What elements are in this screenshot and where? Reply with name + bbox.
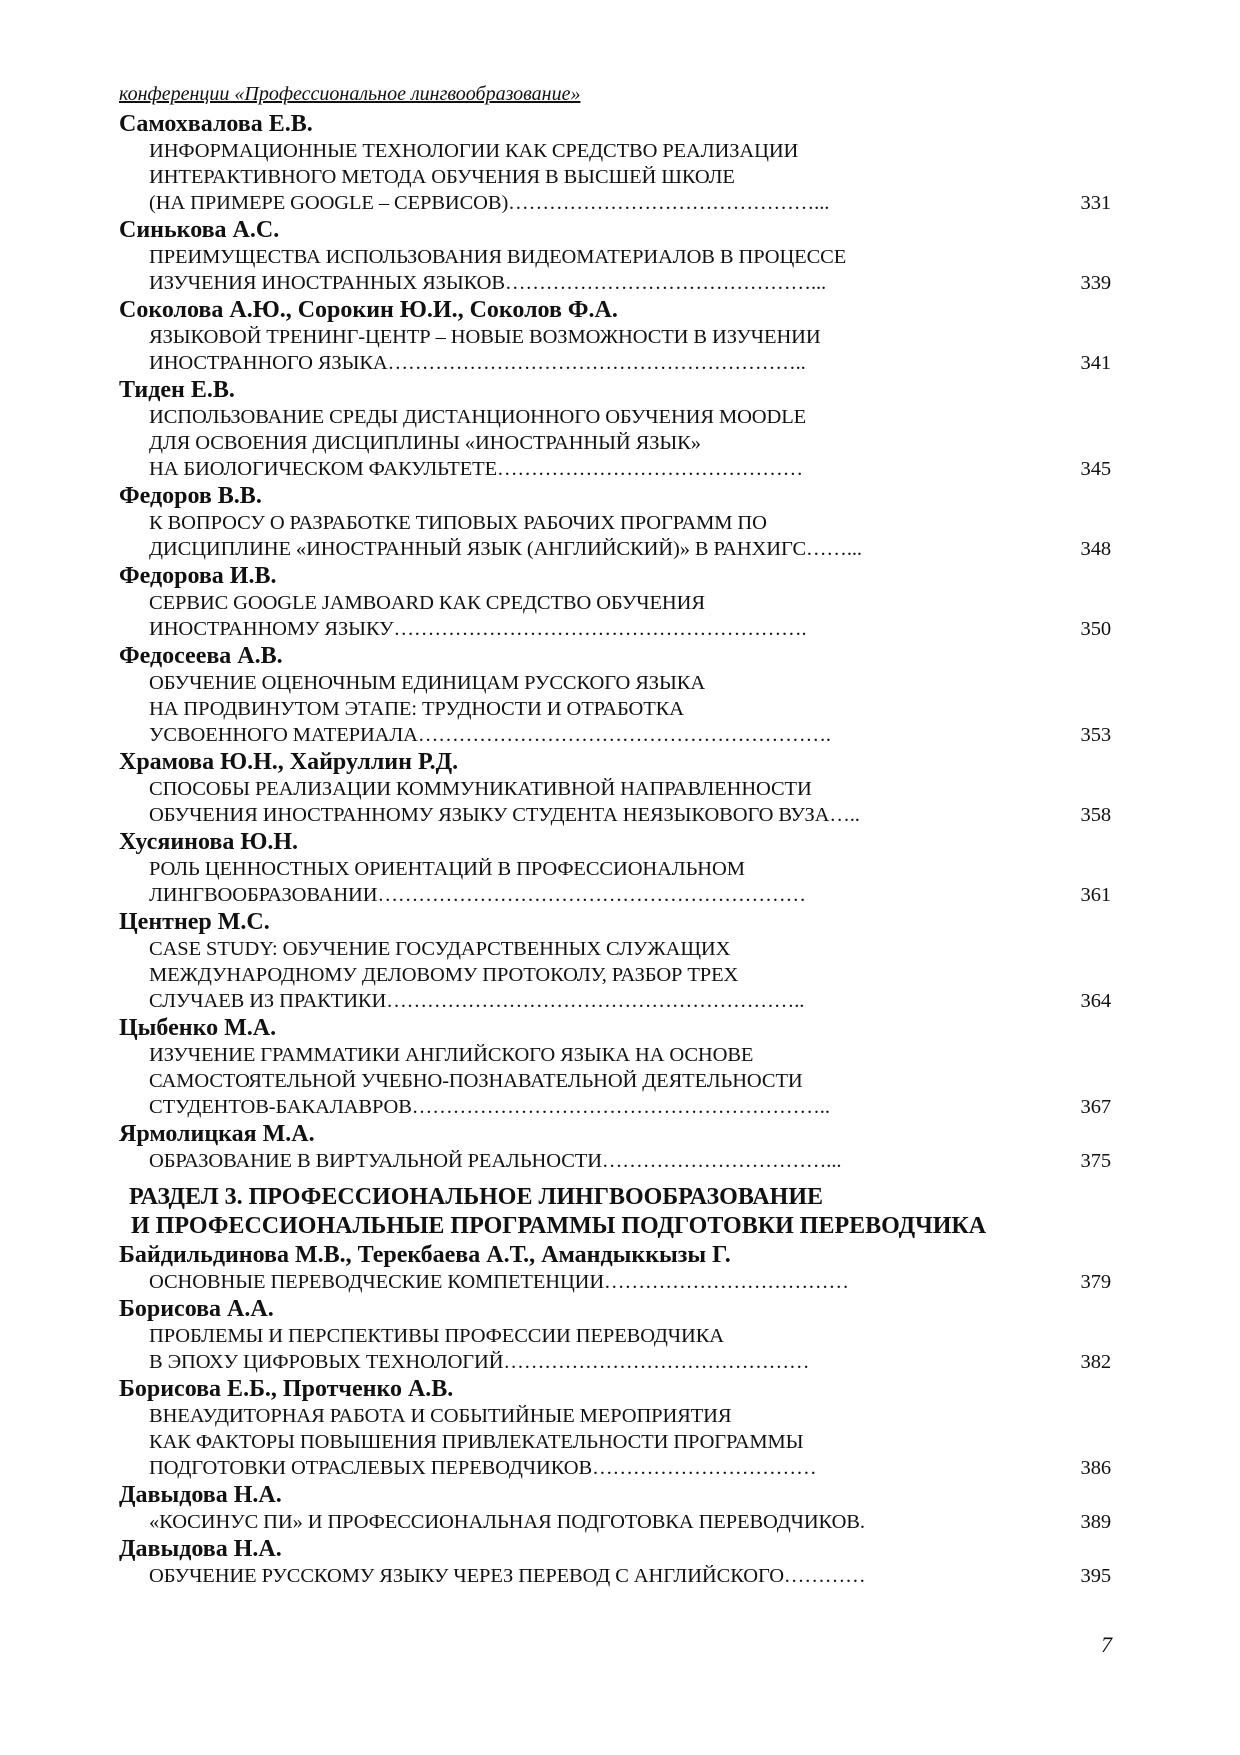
toc-entry-title-line: САМОСТОЯТЕЛЬНОЙ УЧЕБНО-ПОЗНАВАТЕЛЬНОЙ ДЕЯТЕЛЬНОСТИ bbox=[149, 1070, 803, 1092]
toc-entry-title bbox=[119, 1509, 1119, 1535]
toc-entry-title-line: ОБРАЗОВАНИЕ В ВИРТУАЛЬНОЙ РЕАЛЬНОСТИ……………………………... bbox=[149, 1150, 842, 1172]
toc-entry-title-line: НА БИОЛОГИЧЕСКОМ ФАКУЛЬТЕТЕ……………………………………… bbox=[149, 458, 803, 480]
toc-entry-page-number: 367 bbox=[1080, 1096, 1111, 1118]
toc-entry-title bbox=[119, 510, 1119, 562]
section-heading-line1: РАЗДЕЛ 3. ПРОФЕССИОНАЛЬНОЕ ЛИНГВООБРАЗОВАНИЕ bbox=[129, 1184, 824, 1210]
toc-entry-page-number: 350 bbox=[1080, 618, 1111, 640]
toc-entry-title-line: «КОСИНУС ПИ» И ПРОФЕССИОНАЛЬНАЯ ПОДГОТОВКА ПЕРЕВОДЧИКОВ. bbox=[149, 1511, 865, 1533]
toc-entry-title-line: СТУДЕНТОВ-БАКАЛАВРОВ…………………………………………………….. bbox=[149, 1096, 830, 1118]
section-heading bbox=[119, 1183, 1119, 1241]
toc-entry-title bbox=[119, 936, 1119, 1014]
toc-entry-title-line: СПОСОБЫ РЕАЛИЗАЦИИ КОММУНИКАТИВНОЙ НАПРАВЛЕННОСТИ bbox=[149, 778, 812, 800]
toc-entry-title-line: ОБУЧЕНИЕ ОЦЕНОЧНЫМ ЕДИНИЦАМ РУССКОГО ЯЗЫКА bbox=[149, 672, 706, 694]
toc-entry-author: Синькова А.С. bbox=[119, 217, 280, 243]
toc-entry-page-number: 345 bbox=[1080, 458, 1111, 480]
toc-entry-title bbox=[119, 1148, 1119, 1174]
toc-entry-title-line: ПОДГОТОВКИ ОТРАСЛЕВЫХ ПЕРЕВОДЧИКОВ…………………………… bbox=[149, 1457, 817, 1479]
toc-entry-author: Федорова И.В. bbox=[119, 563, 277, 589]
toc-entry-title-line: К ВОПРОСУ О РАЗРАБОТКЕ ТИПОВЫХ РАБОЧИХ ПРОГРАММ ПО bbox=[149, 512, 767, 534]
toc-entry-title bbox=[119, 776, 1119, 828]
toc-entry-title-line: ОБУЧЕНИЯ ИНОСТРАННОМУ ЯЗЫКУ СТУДЕНТА НЕЯЗЫКОВОГО ВУЗА….. bbox=[149, 804, 860, 826]
toc-entry bbox=[119, 216, 1119, 296]
toc-entry-title-line: ИНОСТРАННОМУ ЯЗЫКУ……………………………………………………. bbox=[149, 618, 807, 640]
toc-entry-title-line: ЯЗЫКОВОЙ ТРЕНИНГ-ЦЕНТР – НОВЫЕ ВОЗМОЖНОСТИ В ИЗУЧЕНИИ bbox=[149, 326, 821, 348]
toc-entry-title-line: ОСНОВНЫЕ ПЕРЕВОДЧЕСКИЕ КОМПЕТЕНЦИИ……………………………… bbox=[149, 1271, 849, 1293]
toc-entry bbox=[119, 562, 1119, 642]
toc-entry-title-line: ИЗУЧЕНИЯ ИНОСТРАННЫХ ЯЗЫКОВ………………………………………... bbox=[149, 272, 827, 294]
toc-entry-author: Соколова А.Ю., Сорокин Ю.И., Соколов Ф.А. bbox=[119, 297, 618, 323]
toc-entry-author: Самохвалова Е.В. bbox=[119, 111, 313, 137]
toc-entry-title-line: ИНФОРМАЦИОННЫЕ ТЕХНОЛОГИИ КАК СРЕДСТВО РЕАЛИЗАЦИИ bbox=[149, 140, 799, 162]
toc-entry-page-number: 364 bbox=[1080, 990, 1111, 1012]
toc-entry-title bbox=[119, 244, 1119, 296]
toc-entries-part1 bbox=[119, 110, 1119, 1174]
toc-entry-author: Цыбенко М.А. bbox=[119, 1015, 277, 1041]
toc-entry-title-line: НА ПРОДВИНУТОМ ЭТАПЕ: ТРУДНОСТИ И ОТРАБОТКА bbox=[149, 698, 684, 720]
toc-entry-title-line: ЛИНГВООБРАЗОВАНИИ……………………………………………………… bbox=[149, 884, 806, 906]
toc-entry-author: Федосеева А.В. bbox=[119, 643, 283, 669]
toc-entry-title bbox=[119, 324, 1119, 376]
toc-entry-author: Давыдова Н.А. bbox=[119, 1482, 282, 1508]
toc-entry-page-number: 341 bbox=[1080, 352, 1111, 374]
toc-entry-page-number: 358 bbox=[1080, 804, 1111, 826]
running-header: конференции «Профессиональное лингвообразование» bbox=[119, 83, 581, 105]
toc-entry-page-number: 353 bbox=[1080, 724, 1111, 746]
toc-entry-page-number: 331 bbox=[1080, 192, 1111, 214]
section-heading-line2: И ПРОФЕССИОНАЛЬНЫЕ ПРОГРАММЫ ПОДГОТОВКИ ПЕРЕВОДЧИКА bbox=[131, 1213, 987, 1239]
toc-entry-title bbox=[119, 670, 1119, 748]
toc-entry-page-number: 382 bbox=[1080, 1351, 1111, 1373]
toc-entry-title bbox=[119, 1042, 1119, 1120]
toc-entry bbox=[119, 296, 1119, 376]
toc-entry-title-line: ИСПОЛЬЗОВАНИЕ СРЕДЫ ДИСТАНЦИОННОГО ОБУЧЕНИЯ MOODLE bbox=[149, 406, 807, 428]
toc-entry-title-line: ИНОСТРАННОГО ЯЗЫКА…………………………………………………….. bbox=[149, 352, 806, 374]
toc-entry-page-number: 379 bbox=[1080, 1271, 1111, 1293]
toc-entry-page-number: 386 bbox=[1080, 1457, 1111, 1479]
toc-entry-title-line: В ЭПОХУ ЦИФРОВЫХ ТЕХНОЛОГИЙ……………………………………… bbox=[149, 1351, 810, 1373]
toc-entries-part2 bbox=[119, 1241, 1119, 1589]
toc-entry-title-line: ДЛЯ ОСВОЕНИЯ ДИСЦИПЛИНЫ «ИНОСТРАННЫЙ ЯЗЫК» bbox=[149, 432, 701, 454]
toc-entry-title-line: ИНТЕРАКТИВНОГО МЕТОДА ОБУЧЕНИЯ В ВЫСШЕЙ ШКОЛЕ bbox=[149, 166, 735, 188]
toc-entry bbox=[119, 1375, 1119, 1481]
toc-entry bbox=[119, 1535, 1119, 1589]
toc-entry-author: Борисова Е.Б., Протченко А.В. bbox=[119, 1376, 454, 1402]
toc-entry-page-number: 339 bbox=[1080, 272, 1111, 294]
toc-entry-author: Центнер М.С. bbox=[119, 909, 270, 935]
toc-entry bbox=[119, 1481, 1119, 1535]
toc-entry-author: Давыдова Н.А. bbox=[119, 1536, 282, 1562]
toc-entry-title-line: ПРЕИМУЩЕСТВА ИСПОЛЬЗОВАНИЯ ВИДЕОМАТЕРИАЛОВ В ПРОЦЕССЕ bbox=[149, 246, 847, 268]
toc-entry bbox=[119, 1241, 1119, 1295]
toc-entry-title-line: СЕРВИС GOOGLE JAMBOARD КАК СРЕДСТВО ОБУЧЕНИЯ bbox=[149, 592, 705, 614]
toc-entry-author: Федоров В.В. bbox=[119, 483, 262, 509]
toc-page bbox=[119, 80, 1119, 1589]
toc-entry-author: Борисова А.А. bbox=[119, 1296, 274, 1322]
toc-entry-author: Ярмолицкая М.А. bbox=[119, 1121, 315, 1147]
toc-entry bbox=[119, 1295, 1119, 1375]
toc-entry-title bbox=[119, 590, 1119, 642]
toc-entry-title-line: ПРОБЛЕМЫ И ПЕРСПЕКТИВЫ ПРОФЕССИИ ПЕРЕВОДЧИКА bbox=[149, 1325, 724, 1347]
toc-entry bbox=[119, 110, 1119, 216]
toc-entry-title-line: CASE STUDY: ОБУЧЕНИЕ ГОСУДАРСТВЕННЫХ СЛУЖАЩИХ bbox=[149, 938, 731, 960]
toc-entry-title-line: СЛУЧАЕВ ИЗ ПРАКТИКИ…………………………………………………….. bbox=[149, 990, 805, 1012]
toc-entry bbox=[119, 908, 1119, 1014]
toc-entry-title-line: КАК ФАКТОРЫ ПОВЫШЕНИЯ ПРИВЛЕКАТЕЛЬНОСТИ ПРОГРАММЫ bbox=[149, 1431, 804, 1453]
toc-entry-title bbox=[119, 1563, 1119, 1589]
toc-entry-title-line: ИЗУЧЕНИЕ ГРАММАТИКИ АНГЛИЙСКОГО ЯЗЫКА НА ОСНОВЕ bbox=[149, 1044, 754, 1066]
toc-entry-title bbox=[119, 856, 1119, 908]
toc-entry bbox=[119, 482, 1119, 562]
toc-entry-author: Байдильдинова М.В., Терекбаева А.Т., Амандыккызы Г. bbox=[119, 1242, 731, 1268]
toc-entry bbox=[119, 1120, 1119, 1174]
toc-entry-title-line: УСВОЕННОГО МАТЕРИАЛА……………………………………………………. bbox=[149, 724, 831, 746]
toc-entry-title-line: РОЛЬ ЦЕННОСТНЫХ ОРИЕНТАЦИЙ В ПРОФЕССИОНАЛЬНОМ bbox=[149, 858, 745, 880]
toc-entry-author: Тиден Е.В. bbox=[119, 377, 235, 403]
toc-entry-page-number: 348 bbox=[1080, 538, 1111, 560]
toc-entry bbox=[119, 642, 1119, 748]
toc-entry bbox=[119, 748, 1119, 828]
toc-entry-title bbox=[119, 1269, 1119, 1295]
toc-entry bbox=[119, 828, 1119, 908]
toc-entry-title bbox=[119, 404, 1119, 482]
toc-entry-title bbox=[119, 138, 1119, 216]
page-number: 7 bbox=[1101, 1632, 1112, 1657]
toc-entry-title-line: ДИСЦИПЛИНЕ «ИНОСТРАННЫЙ ЯЗЫК (АНГЛИЙСКИЙ)» В РАНХИГС……... bbox=[149, 538, 862, 560]
toc-entry-author: Хусяинова Ю.Н. bbox=[119, 829, 299, 855]
toc-entry bbox=[119, 376, 1119, 482]
toc-entry-author: Храмова Ю.Н., Хайруллин Р.Д. bbox=[119, 749, 459, 775]
toc-entry-title-line: ВНЕАУДИТОРНАЯ РАБОТА И СОБЫТИЙНЫЕ МЕРОПРИЯТИЯ bbox=[149, 1405, 732, 1427]
toc-entry-title bbox=[119, 1323, 1119, 1375]
toc-entry-title bbox=[119, 1403, 1119, 1481]
toc-entry bbox=[119, 1014, 1119, 1120]
toc-entry-title-line: (НА ПРИМЕРЕ GOOGLE – СЕРВИСОВ)………………………………………... bbox=[149, 192, 830, 214]
toc-entry-title-line: ОБУЧЕНИЕ РУССКОМУ ЯЗЫКУ ЧЕРЕЗ ПЕРЕВОД С АНГЛИЙСКОГО………… bbox=[149, 1565, 866, 1587]
toc-entry-page-number: 361 bbox=[1080, 884, 1111, 906]
toc-entry-page-number: 375 bbox=[1080, 1150, 1111, 1172]
toc-entry-page-number: 395 bbox=[1080, 1565, 1111, 1587]
toc-entry-page-number: 389 bbox=[1080, 1511, 1111, 1533]
toc-entry-title-line: МЕЖДУНАРОДНОМУ ДЕЛОВОМУ ПРОТОКОЛУ, РАЗБОР ТРЕХ bbox=[149, 964, 739, 986]
